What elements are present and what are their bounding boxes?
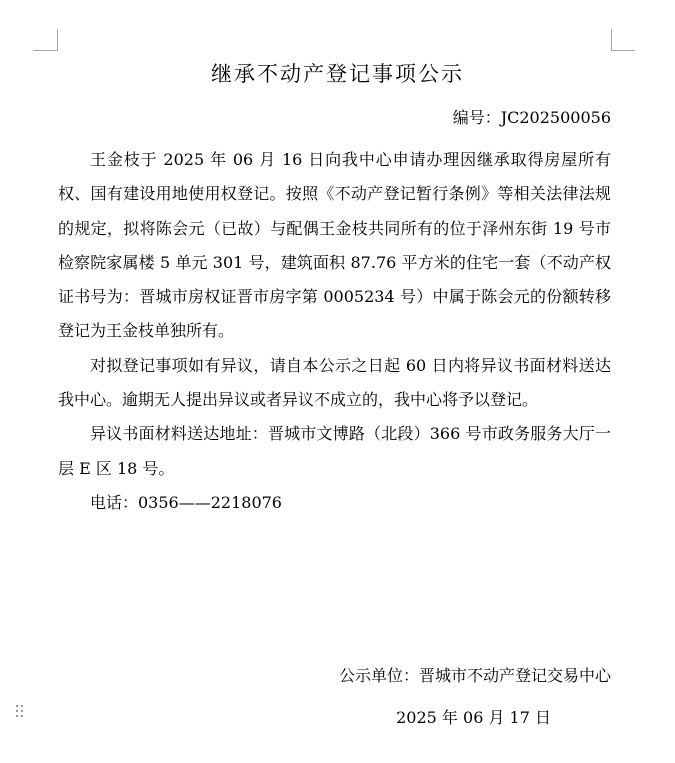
drag-handle-icon[interactable] bbox=[14, 703, 26, 721]
paragraph-application: 王金枝于 2025 年 06 月 16 日向我中心申请办理因继承取得房屋所有权、国有建设用地使用权登记。按照《不动产登记暂行条例》等相关法律法规的规定，拟将陈会元（已故）与配偶王金枝共同所有的位于泽州东街 19 号市检察院家属楼 5 单元 301 号，建筑面积 87.76 平方米的住宅一套（不动产权证书号为：晋城市房权证晋市房字第 0005234 号）中属于陈会元的份额转移登记为王金枝单独所有。 bbox=[58, 150, 611, 341]
paragraph-phone: 电话：0356——2218076 bbox=[90, 492, 282, 512]
publisher-unit: 公示单位：晋城市不动产登记交易中心 bbox=[338, 666, 611, 685]
paragraph-address: 异议书面材料送达地址：晋城市文博路（北段）366 号市政务服务大厅一层 E 区 18 号。 bbox=[58, 424, 611, 478]
document-number: 编号：JC202500056 bbox=[452, 108, 611, 127]
document-body bbox=[58, 143, 611, 520]
publish-date: 2025 年 06 月 17 日 bbox=[396, 708, 551, 727]
paragraph-objection: 对拟登记事项如有异议，请自本公示之日起 60 日内将异议书面材料送达我中心。逾期无人提出异议或者异议不成立的，我中心将予以登记。 bbox=[58, 355, 611, 410]
document-title: 继承不动产登记事项公示 bbox=[211, 62, 464, 86]
